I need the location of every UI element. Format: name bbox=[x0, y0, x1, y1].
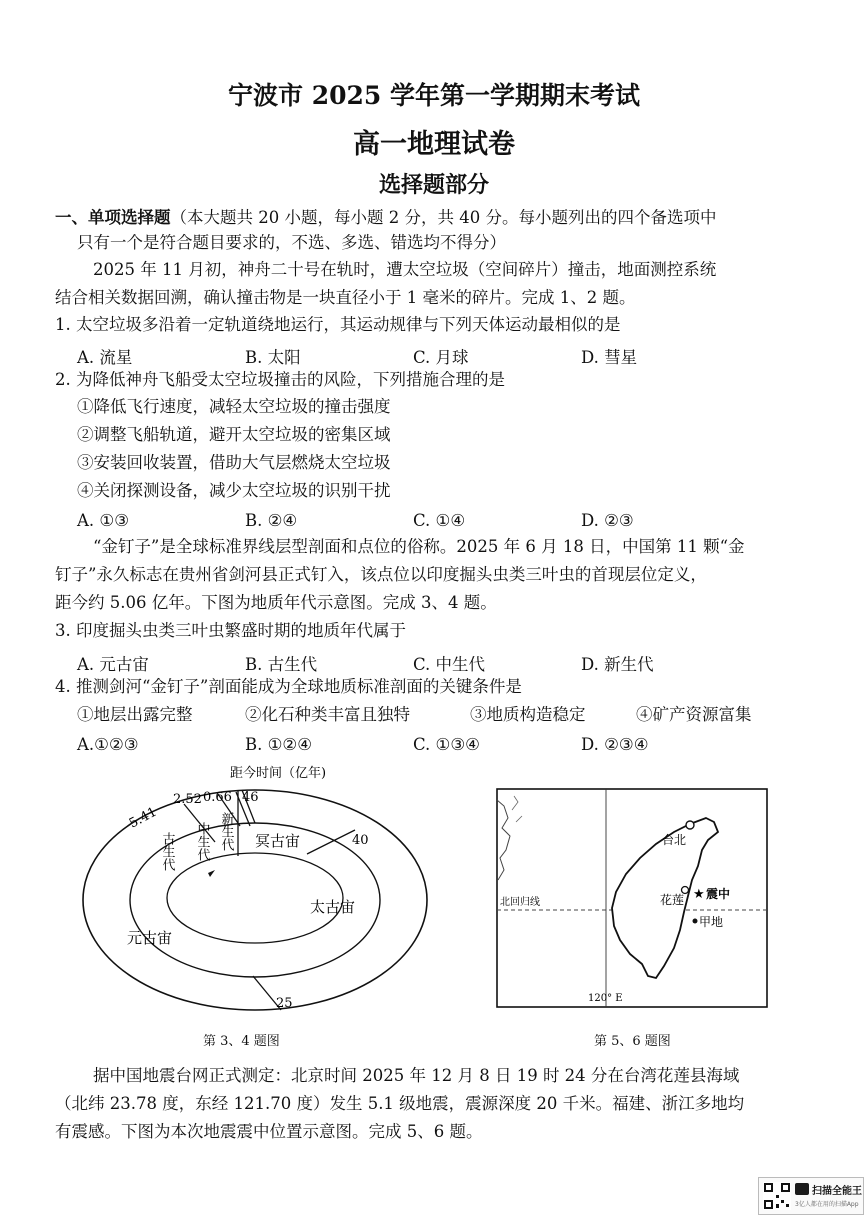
q2-item-3: ③安装回收装置，借助大气层燃烧太空垃圾 bbox=[77, 453, 391, 472]
epicenter-star-icon: ★ bbox=[693, 887, 705, 902]
q3-option-b[interactable]: B. 古生代 bbox=[245, 655, 318, 674]
passage3-line1: 据中国地震台网正式测定：北京时间 2025 年 12 月 8 日 19 时 24 分在台湾花莲县海域 bbox=[93, 1066, 740, 1085]
passage1-line2: 结合相关数据回溯，确认撞击物是一块直径小于 1 毫米的碎片。完成 1、2 题。 bbox=[55, 288, 636, 307]
label-epicenter: 震中 bbox=[706, 887, 731, 901]
q3-stem: 3. 印度掘头虫类三叶虫繁盛时期的地质年代属于 bbox=[55, 621, 406, 640]
watermark-sub: 3亿人都在用的扫描App bbox=[795, 1201, 859, 1208]
q4-item-2: ②化石种类丰富且独特 bbox=[245, 705, 410, 724]
q1-option-d[interactable]: D. 彗星 bbox=[581, 348, 638, 367]
figure1-caption: 第 3、4 题图 bbox=[203, 1034, 280, 1049]
scanner-watermark bbox=[758, 1177, 864, 1215]
q4-option-a[interactable]: A.①②③ bbox=[77, 735, 139, 754]
q2-stem: 2. 为降低神舟飞船受太空垃圾撞击的风险，下列措施合理的是 bbox=[55, 370, 505, 389]
era-paleozoic: 古生代 bbox=[159, 832, 175, 871]
q1-option-a[interactable]: A. 流星 bbox=[77, 348, 133, 367]
q3-option-d[interactable]: D. 新生代 bbox=[581, 655, 654, 674]
watermark-brand: 扫描全能王 bbox=[812, 1186, 862, 1197]
tick-46: 46 bbox=[242, 790, 259, 805]
qr-code-icon bbox=[763, 1182, 791, 1210]
q4-item-1: ①地层出露完整 bbox=[77, 705, 193, 724]
q2-item-4: ④关闭探测设备，减少太空垃圾的识别干扰 bbox=[77, 481, 391, 500]
q2-option-d[interactable]: D. ②③ bbox=[581, 511, 634, 530]
eon-proterozoic: 元古宙 bbox=[127, 929, 173, 947]
section-desc-1: （本大题共 20 小题，每小题 2 分，共 40 分。每小题列出的四个备选项中 bbox=[170, 208, 717, 227]
passage2-line2: 钉子”永久标志在贵州省剑河县正式钉入，该点位以印度掘头虫类三叶虫的首现层位定义， bbox=[55, 565, 707, 584]
taipei-marker bbox=[686, 821, 694, 829]
paper-title: 高一地理试卷 bbox=[353, 129, 515, 160]
q1-stem: 1. 太空垃圾多沿着一定轨道绕地运行，其运动规律与下列天体运动最相似的是 bbox=[55, 315, 621, 334]
geologic-time-diagram bbox=[70, 760, 470, 1020]
passage3-line2: （北纬 23.78 度，东经 121.70 度）发生 5.1 级地震，震源深度 20 千米。福建、浙江多地均 bbox=[55, 1094, 745, 1113]
q2-item-1: ①降低飞行速度，减轻太空垃圾的撞击强度 bbox=[77, 397, 391, 416]
tick-40: 40 bbox=[352, 833, 369, 848]
q2-option-b[interactable]: B. ②④ bbox=[245, 511, 298, 530]
q2-item-2: ②调整飞船轨道，避开太空垃圾的密集区域 bbox=[77, 425, 391, 444]
q4-item-3: ③地质构造稳定 bbox=[470, 705, 586, 724]
label-point-a: 甲地 bbox=[699, 915, 724, 929]
tick-2-52: 2.52 bbox=[173, 792, 202, 807]
q4-option-b[interactable]: B. ①②④ bbox=[245, 735, 312, 754]
q1-option-b[interactable]: B. 太阳 bbox=[245, 348, 301, 367]
section-heading bbox=[55, 210, 716, 227]
q3-option-c[interactable]: C. 中生代 bbox=[413, 655, 486, 674]
section-label: 一、单项选择题 bbox=[55, 208, 171, 227]
q4-option-d[interactable]: D. ②③④ bbox=[581, 735, 649, 754]
q4-item-4: ④矿产资源富集 bbox=[636, 705, 752, 724]
cs-logo-icon bbox=[795, 1183, 809, 1195]
exam-title: 宁波市 2025 学年第一学期期末考试 bbox=[228, 81, 640, 110]
tick-25: 25 bbox=[276, 996, 293, 1011]
q3-option-a[interactable]: A. 元古宙 bbox=[77, 655, 149, 674]
axis-title: 距今时间（亿年) bbox=[230, 766, 327, 781]
q4-stem: 4. 推测剑河“金钉子”剖面能成为全球地质标准剖面的关键条件是 bbox=[55, 677, 522, 696]
eon-archean: 太古宙 bbox=[310, 898, 356, 916]
eon-hadean: 冥古宙 bbox=[255, 832, 301, 850]
taiwan-epicenter-map bbox=[496, 788, 768, 1010]
label-taipei: 台北 bbox=[662, 833, 687, 847]
passage1-line1: 2025 年 11 月初，神舟二十号在轨时，遭太空垃圾（空间碎片）撞击，地面测控系统 bbox=[93, 260, 717, 279]
q2-option-a[interactable]: A. ①③ bbox=[77, 511, 129, 530]
point-a-marker bbox=[693, 919, 698, 924]
passage2-line1: “金钉子”是全球标准界线层型剖面和点位的俗称。2025 年 6 月 18 日，中国第 11 颗“金 bbox=[93, 537, 745, 556]
passage3-line3: 有震感。下图为本次地震震中位置示意图。完成 5、6 题。 bbox=[55, 1122, 483, 1141]
q4-option-c[interactable]: C. ①③④ bbox=[413, 735, 480, 754]
tick-0-66: 0.66 bbox=[203, 790, 232, 805]
label-meridian: 120° E bbox=[588, 993, 623, 1004]
q2-option-c[interactable]: C. ①④ bbox=[413, 511, 466, 530]
era-mesozoic: 中生代 bbox=[194, 822, 210, 861]
section-desc-2: 只有一个是符合题目要求的，不选、多选、错选均不得分） bbox=[77, 233, 506, 252]
q1-option-c[interactable]: C. 月球 bbox=[413, 348, 469, 367]
tick-5-41: 5.41 bbox=[126, 804, 160, 832]
passage2-line3: 距今约 5.06 亿年。下图为地质年代示意图。完成 3、4 题。 bbox=[55, 593, 497, 612]
label-tropic: 北回归线 bbox=[500, 897, 540, 908]
label-hualien: 花莲 bbox=[660, 893, 685, 907]
era-cenozoic: 新生代 bbox=[218, 812, 234, 851]
section-title: 选择题部分 bbox=[378, 172, 489, 198]
figure2-caption: 第 5、6 题图 bbox=[594, 1034, 671, 1049]
